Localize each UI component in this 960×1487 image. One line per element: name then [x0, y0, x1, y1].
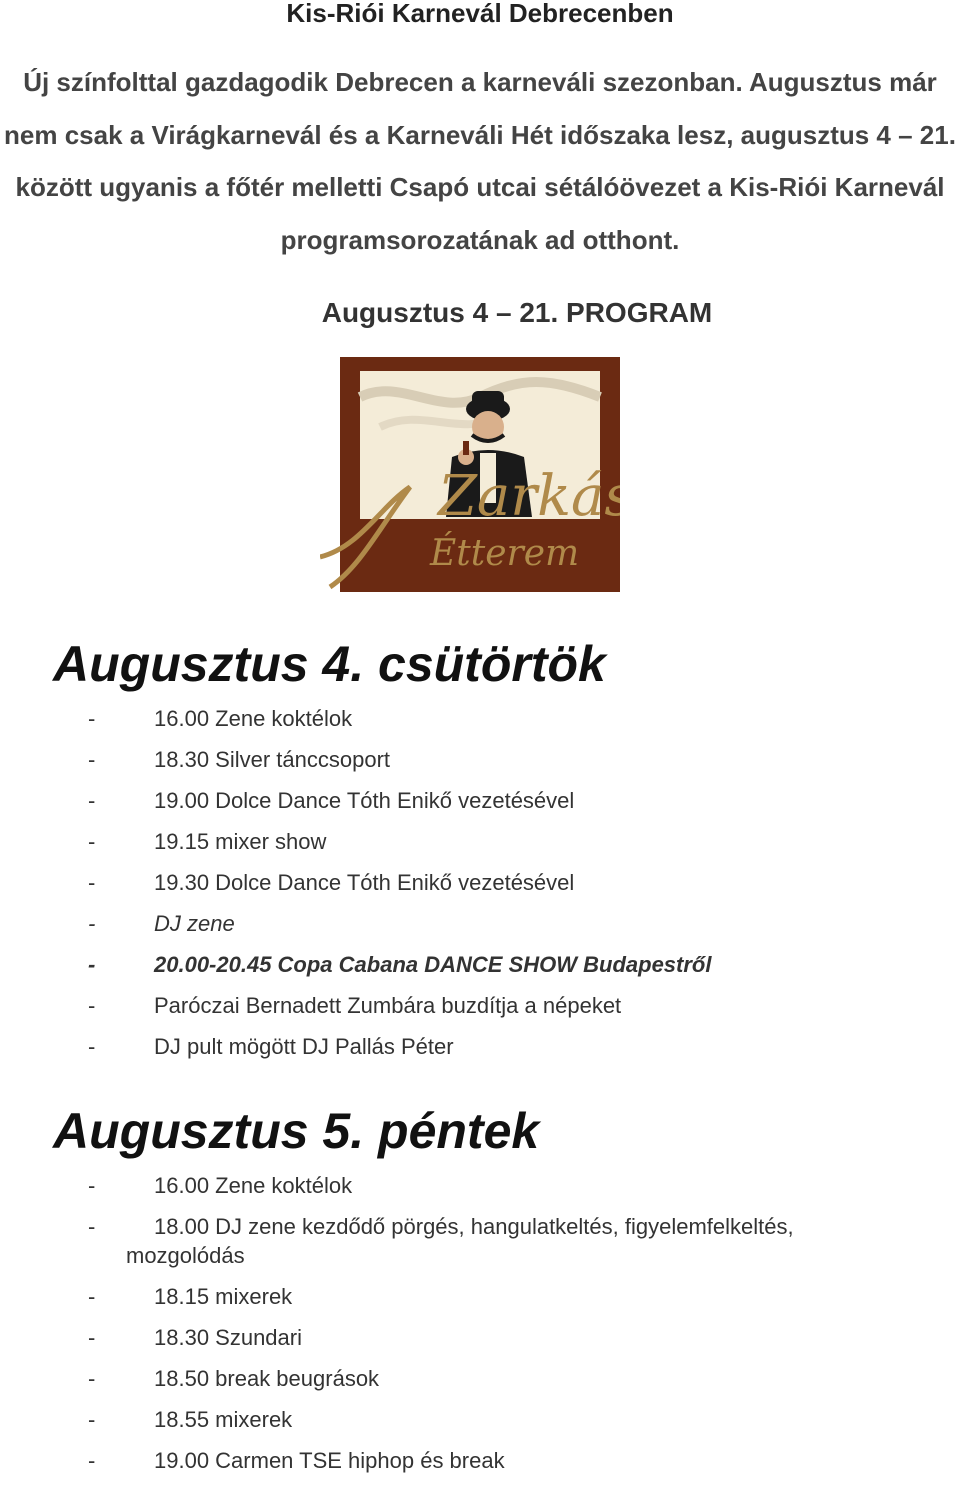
event-item: - 18.50 break beugrások [88, 1366, 380, 1391]
day-heading-aug-5: Augusztus 5. péntek [53, 1103, 540, 1159]
event-item: - 19.30 Dolce Dance Tóth Enikő vezetésével [88, 870, 575, 895]
logo-script-text: Zarkás [438, 464, 620, 529]
event-item: - 19.15 mixer show [88, 829, 327, 854]
event-item: - 18.30 Silver tánccsoport [88, 747, 391, 772]
intro-paragraph: Új színfolttal gazdagodik Debrecen a karneváli szezonban. Augusztus már nem csak a Virágkarnevál és a Karneváli Hét időszaka lesz, augusztus 4 – 21. között ugyanis a főtér melletti Csapó utcai sétálóövezet a Kis-Riói Karnevál programsorozatának ad otthont. [4, 67, 956, 255]
event-item: - 18.30 Szundari [88, 1325, 302, 1350]
day-heading-aug-4: Augusztus 4. csütörtök [53, 636, 606, 692]
event-item: - 18.15 mixerek [88, 1284, 293, 1309]
logo-sub-text: Étterem [430, 533, 580, 574]
program-heading: Augusztus 4 – 21. PROGRAM [321, 297, 713, 328]
event-item-highlight: - 20.00-20.45 Copa Cabana DANCE SHOW Budapestről [88, 952, 712, 977]
restaurant-logo-image [320, 357, 620, 592]
restaurant-logo [320, 357, 620, 592]
event-item: - 16.00 Zene koktélok [88, 1173, 353, 1198]
event-list-aug-4 [88, 704, 948, 1073]
event-item: - DJ pult mögött DJ Pallás Péter [88, 1034, 454, 1059]
page-title: Kis-Riói Karnevál Debrecenben [286, 0, 674, 28]
event-item: - 18.55 mixerek [88, 1407, 293, 1432]
event-item: - DJ zene [88, 911, 235, 936]
event-item: - Paróczai Bernadett Zumbára buzdítja a népeket [88, 993, 622, 1018]
event-item: - 19.00 Dolce Dance Tóth Enikő vezetésével [88, 788, 575, 813]
event-list-aug-5 [88, 1171, 948, 1487]
event-item: - 18.00 DJ zene kezdődő pörgés, hangulatkeltés, figyelemfelkeltés, mozgolódás [88, 1214, 794, 1268]
event-item: - 19.00 Carmen TSE hiphop és break [88, 1448, 505, 1473]
event-item: - 16.00 Zene koktélok [88, 706, 353, 731]
